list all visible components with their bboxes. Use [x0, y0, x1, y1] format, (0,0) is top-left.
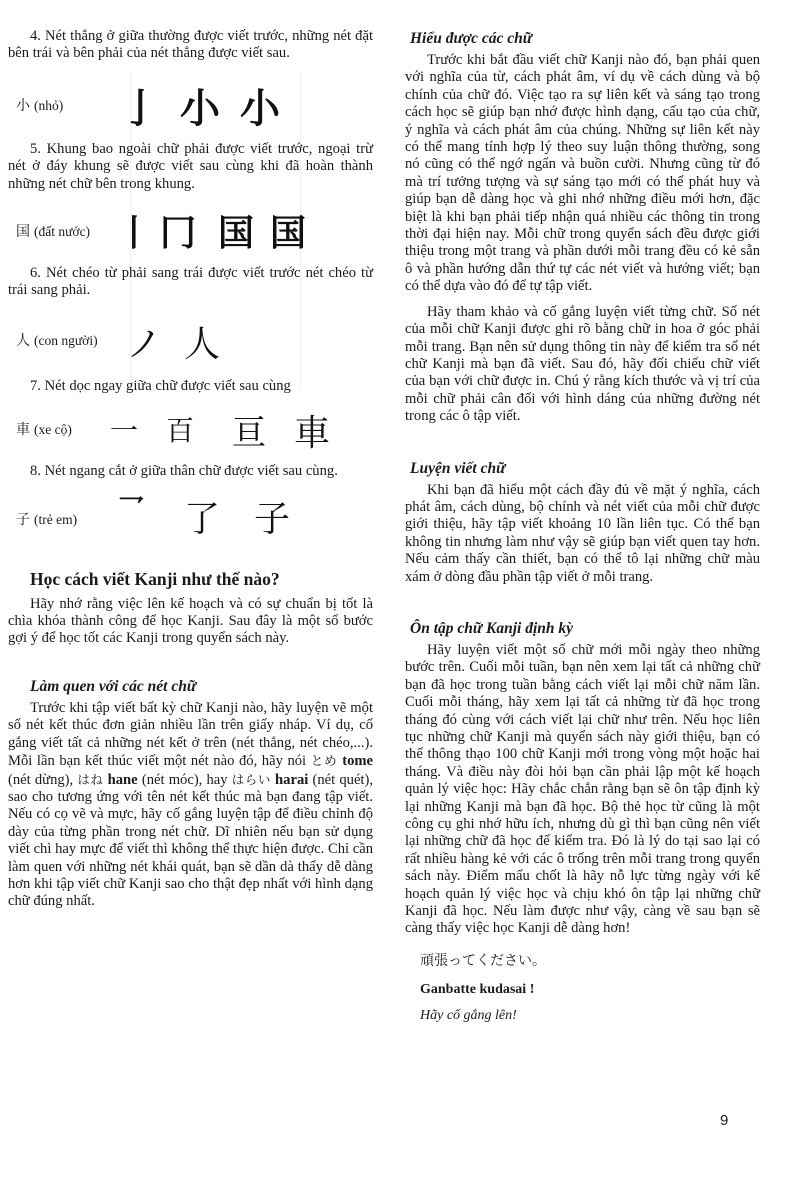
left-column: [8, 28, 373, 911]
paragraph: Trước khi bắt đầu viết chữ Kanji nào đó, bạn phải quen với nghĩa của từ, cách phát âm, ví dụ về cách dùng và bộ chính của chữ đó. Việc tạo ra sự liên kết và sáng tạo trong cách học sẽ giúp bạn nhớ được hình dạng, cấu tạo của chữ, ý nghĩa và cách phát âm của chúng. Những sự liên kết này có thể mang tính hợp lý theo suy luận thông thường, song nó cũng có thể ngớ ngẩn và buồn cười. Nhưng cũng từ đó mà trí tưởng tượng và sự sáng tạo mới có thể phát huy và giúp bạn dễ dàng học và ghi nhớ những điều mới hơn, đặc biệt là khi bạn phải tiếp nhận quá nhiều các thông tin trong thời đại hiện nay. Mỗi chữ trong quyển sách đều được giới thiệu trong một trang và phần dưới mỗi trang đều có kẻ sẵn ô và phần hướng dẫn thứ tự các nét viết và hướng viết; bạn có thể dựa vào đó để tự tập viết.: [405, 52, 760, 295]
subsection-heading-strokes: Làm quen với các nét chữ: [30, 677, 197, 695]
stroke-step-1: 丨: [116, 213, 153, 255]
example-kanji: 人: [16, 332, 30, 349]
section-heading-understanding: Hiểu được các chữ: [410, 30, 533, 47]
example-kanji: 車: [16, 422, 30, 439]
example-meaning: (xe cộ): [34, 422, 72, 438]
paragraph: Hãy luyện viết một số chữ mới mỗi ngày theo những bước trên. Cuối mỗi tuần, bạn nên xem lại tất cả những chữ bạn đã học trong tuần bằng cách viết lại mỗi chữ năm lần. Cuối mỗi tháng, hãy xem lại tất cả những từ đã học trong tháng đó cùng với cách viết lại chữ như trên. Nếu học liên tục những chữ Kanji mà quyển sách này giới thiệu, bạn có thể thông thạo 100 chữ Kanji mới trong vòng một hoặc hai tháng. Và điều này đòi hỏi bạn cần phải lập một kế hoạch quản lý việc học: Hãy chắc chắn rằng bạn sẽ ôn tập định kỳ lại những Kanji mà bạn đã học. Bộ thẻ học từ cũng là một công cụ ghi nhớ hữu ích, nhưng dù gì thì bạn cũng nên viết lại những chữ đã học để kiểm tra. Đó là lý do tại sao lại có rất nhiều hàng kẻ với các ô trống trên mỗi trang trong quyển sách này. Điểm mấu chốt là hãy nỗ lực từng ngày với kế hoạch quản lý việc học và chịu khó ôn tập lại những chữ Kanji đã học. Nếu làm được như vậy, càng về sau bạn sẽ càng thấy việc học Kanji dễ dàng hơn!: [405, 641, 760, 937]
tome-term: tome: [342, 753, 373, 770]
rule-5-text: 5. Khung bao ngoài chữ phải được viết trước, ngoại trừ nét ở đáy khung sẽ được viết sau cùng khi đã hoàn thành những nét chữ bên trong khung.: [8, 140, 373, 192]
stroke-step-3: 亘: [232, 413, 266, 454]
section-intro: Hãy nhớ rằng việc lên kế hoạch và có sự chuẩn bị tốt là chìa khóa thành công để học Kanji. Sau đây là một số bước gợi ý để học tốt các Kanji trong quyển sách này.: [8, 595, 373, 647]
stroke-step-1: 亅: [120, 85, 160, 132]
stroke-step-4: 国: [270, 213, 307, 255]
stroke-step-3: 子: [254, 498, 291, 540]
closing-romaji: Ganbatte kudasai !: [420, 981, 535, 997]
stroke-step-2: 小: [180, 85, 220, 132]
stroke-step-2: 人: [184, 323, 221, 365]
stroke-step-1: 乛: [118, 494, 145, 525]
example-meaning: (đất nước): [34, 224, 91, 240]
stroke-step-1: ノ: [126, 323, 163, 365]
example-kanji: 小: [16, 97, 30, 114]
hane-kana: はね: [77, 771, 104, 787]
right-column: [405, 30, 760, 1024]
example-small: [8, 63, 373, 133]
harai-term: harai: [275, 771, 309, 788]
closing-vietnamese: Hãy cố gắng lên!: [420, 1007, 517, 1023]
rule-6-text: 6. Nét chéo từ phải sang trái được viết trước nét chéo từ trái sang phải.: [8, 265, 373, 299]
stroke-step-4: 車: [294, 413, 331, 455]
example-meaning: (trẻ em): [34, 511, 78, 527]
example-vehicle: [8, 395, 373, 463]
subsection-body: Trước khi tập viết bất kỳ chữ Kanji nào, hãy luyện vẽ một số nét kết thúc đơn giản nhiều lần trên giấy nháp. Ví dụ, cố gắng viết tất cả những nét kết ở trên (nét thẳng, nét chéo,...). Mỗi lần bạn kết thúc viết một nét nào đó, hãy nói とめ tome (nét dừng), はね hane (nét móc), hay はらい harai (nét quét), sao cho tương ứng với tên nét kết thúc mà bạn đang tập viết. Nếu có cọ vẽ và mực, hãy cố gắng luyện tập để điều chỉnh độ dày của từng phần trong nét chữ. Dĩ nhiên nếu bạn sử dụng viết chì hay mực để viết thì không thể thực hiện được. Chỉ cần làm quen với những nét khái quát, bạn sẽ dần dà thấy dễ dàng hơn khi tập viết chữ Kanji sao cho thật đẹp nhất với hình dạng chữ đúng nhất.: [8, 699, 373, 910]
paragraph: Khi bạn đã hiểu một cách đầy đủ về mặt ý nghĩa, cách phát âm, cách dùng, bộ chính và nét viết của mỗi chữ được giới thiệu, hãy tập viết khoảng 10 lần liên tục. Có thể bạn không tin nhưng làm như vậy sẽ giúp bạn viết quen tay hơn. Nếu cảm thấy cần thiết, bạn có thể tô lại những chữ màu xám ở dòng đầu phần tập viết ở mỗi trang.: [405, 481, 760, 585]
rule-7-text: 7. Nét dọc ngay giữa chữ được viết sau cùng: [30, 377, 291, 394]
stroke-step-2: 了: [184, 498, 221, 540]
example-child: [8, 481, 373, 555]
harai-kana: はらい: [231, 771, 271, 787]
example-meaning: (con người): [34, 332, 98, 348]
stroke-step-2: 冂: [160, 213, 197, 255]
example-kanji: 子: [16, 511, 30, 528]
example-country: [8, 193, 373, 265]
section-heading-review: Ôn tập chữ Kanji định kỳ: [410, 619, 574, 637]
stroke-step-3: 国: [218, 213, 255, 255]
hane-term: hane: [107, 771, 138, 788]
stroke-step-1: 一: [110, 414, 139, 448]
section-heading-how-to-write: Học cách viết Kanji như thế nào?: [30, 568, 280, 589]
closing-japanese: 頑張ってください。: [420, 952, 546, 969]
page-number: 9: [720, 1112, 729, 1129]
tome-kana: とめ: [310, 753, 338, 769]
rule-4-text: 4. Nét thẳng ở giữa thường được viết trước, những nét đặt bên trái và bên phải của nét thẳng được viết sau.: [8, 28, 373, 62]
example-person: [8, 300, 373, 378]
stroke-step-3: 小: [240, 85, 280, 132]
example-meaning: (nhỏ): [34, 97, 64, 113]
paragraph: Hãy tham khảo và cố gắng luyện viết từng chữ. Số nét của mỗi chữ Kanji được ghi rõ bằng chữ in hoa ở góc phải mỗi trang. Bạn nên sử dụng thông tin này để kiểm tra số nét chữ Kanji mà bạn đã viết. Sau đó, hãy đối chiếu chữ viết của bạn với chữ được in. Chú ý rằng kích thước và vị trí của mỗi chữ phải cân đối với hình dáng của những đường nét trong các ô tập viết.: [405, 303, 760, 425]
section-heading-practice: Luyện viết chữ: [410, 459, 506, 477]
example-kanji: 国: [16, 224, 30, 241]
rule-8-text: 8. Nét ngang cắt ở giữa thân chữ được viết sau cùng.: [30, 463, 338, 480]
stroke-step-2: 百: [166, 414, 195, 448]
